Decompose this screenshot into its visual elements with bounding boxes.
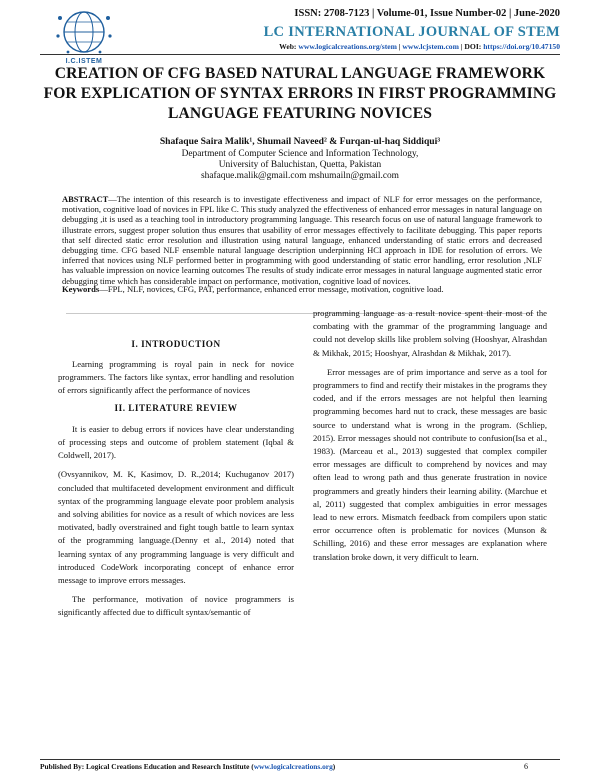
publisher-link[interactable]: www.logicalcreations.org xyxy=(253,762,333,771)
abstract-label: ABSTRACT xyxy=(62,194,109,204)
lit-paragraph-3: The performance, motivation of novice programmers is significantly affected due to difficult syntax/semantic of xyxy=(58,594,294,618)
footer-divider xyxy=(40,759,560,760)
intro-paragraph: Learning programming is royal pain in neck for novice programmers. The factors like syntax, error handling and resolution of errors significantly affect the performance of novices xyxy=(58,359,294,396)
right-column xyxy=(313,307,547,570)
header-divider xyxy=(40,54,560,55)
publisher-line: Published By: Logical Creations Education and Research Institute (www.logicalcreations.org) xyxy=(40,762,336,771)
section-heading-introduction: I. INTRODUCTION xyxy=(131,339,221,349)
publisher-name: Logical Creations Education and Research Institute xyxy=(86,762,250,771)
lit-paragraph-1: It is easier to debug errors if novices have clear understanding of processing steps and outcome of problem statement (Iqbal & Coldwell, 2017). xyxy=(58,423,294,461)
affiliation-line-1: Department of Computer Science and Information Technology, xyxy=(181,149,419,159)
paper-affiliation xyxy=(40,149,560,183)
web-link-2[interactable]: www.lcjstem.com xyxy=(402,42,459,51)
globe-logo-icon xyxy=(48,8,120,58)
doi-link[interactable]: https://doi.org/10.47150 xyxy=(483,42,560,51)
journal-logo xyxy=(48,8,120,70)
keywords-label: Keywords xyxy=(62,284,100,294)
doi-label: DOI: xyxy=(464,42,482,51)
keywords-text: —FPL, NLF, novices, CFG, PAT, performance, enhanced error message, motivation, cognitive load. xyxy=(99,284,444,294)
author-emails: shafaque.malik@gmail.com mshumailn@gmail.com xyxy=(201,171,399,182)
right-paragraph-1: programming language as a result novice spent their most of the combating with the grammar of the programming language and could not develop skills like problem solving (Hooshyar, Alrashdan & Mikhak, 2015; Hooshyar, Alrashdan & Mikhak, 2017). xyxy=(313,308,547,358)
abstract xyxy=(62,194,542,286)
abstract-text: —The intention of this research is to investigate effectiveness and impact of NLF for error messages on the performance, motivation, cognitive load of novices in FPL like C. This study analyzed the effectiveness of enhanced error messages in natural language on debugging ,it is used as a teaching tool in introductory programming language. This research focus on use of natural language framework to illustrate errors, suggest proper solution thus ensures that usability of error messages effectively to facilitate debugging. This paper reports that self directed static error resolution and illustration using natural language, enhanced understanding of static errors and decreased debugging time. CFG based NLF ensemble natural language description underpinning HCI approach in IDE for resolution of errors. We inferred that novices using NLF performed better in programming with good understanding of static error handling, error resolution ,NLF has valuable impression on novice learning outcomes The results of study indicate error messages in natural language augmented static error debugging time which has considerable impact on performance, motivation, cognitive load of novices. xyxy=(62,194,542,286)
web-link-1[interactable]: www.logicalcreations.org/stem xyxy=(298,42,397,51)
page-number: 6 xyxy=(524,762,528,771)
affiliation-line-2: University of Baluchistan, Quetta, Pakistan xyxy=(218,160,382,171)
issn-line: ISSN: 2708-7123 | Volume-01, Issue Number-02 | June-2020 xyxy=(294,8,560,19)
journal-name: LC INTERNATIONAL JOURNAL OF STEM xyxy=(263,24,560,40)
published-label: Published By: xyxy=(40,762,85,771)
keywords xyxy=(62,284,542,295)
web-label: Web: xyxy=(279,42,297,51)
section-heading-literature-review: II. LITERATURE REVIEW xyxy=(114,402,238,413)
paper-authors: Shafaque Saira Malik¹, Shumail Naveed² & Furqan-ul-haq Siddiqui³ xyxy=(159,136,441,147)
lit-paragraph-2: (Ovsyannikov, M. K, Kasimov, D. R.,2014; Kuchuganov 2017) concluded that multifaceted development environment and difficult syntax of the programming language elevate poor problem analysis and solving abilities for novice as a result of which novices are less motivated, badly overstrained and fight tough battle to learn syntax of the programming language.(Denny et al., 2014) noted that learning syntax of any programming language is very difficult and introduced CodeWork incorporating concept of enhance error message to improve errors messages. xyxy=(58,469,294,586)
web-doi-line: Web: www.logicalcreations.org/stem | www.lcjstem.com | DOI: https://doi.org/10.47150 xyxy=(279,42,560,51)
right-paragraph-2: Error messages are of prim importance and serve as a tool for programmers to find and rectify their mistakes in the programs they coded, and if the errors messages are not helpful then learning programming becomes hard nut to crack, these messages are basic source to understand what is wrong in the program. (Schliep, 2015). Error messages should not contribute to confusion(Isa et al., 1983). (Marceau et al., 2013) suggested that complex compiler error messages are difficult to comprehend by novices and may often lead to wrong path and thus generate frustration in novice programmers and greatly hinders their learning ability. (Marchue et al, 2011) suggested that complex ambiguities in error messages lead to new errors. Mismatch feedback from compilers upon static error occurrence often is problematic for novices (Munson & Schilling, 2016) and these error messages are explanation where translation broke down, it very difficult to learn. xyxy=(313,366,547,562)
logo-text: I.C.ISTEM xyxy=(65,58,103,65)
left-column xyxy=(58,358,294,626)
paper-title: CREATION OF CFG BASED NATURAL LANGUAGE FRAMEWORK FOR EXPLICATION OF SYNTAX ERRORS IN FIRST PROGRAMMING LANGUAGE FEATURING NOVICES xyxy=(43,65,557,122)
